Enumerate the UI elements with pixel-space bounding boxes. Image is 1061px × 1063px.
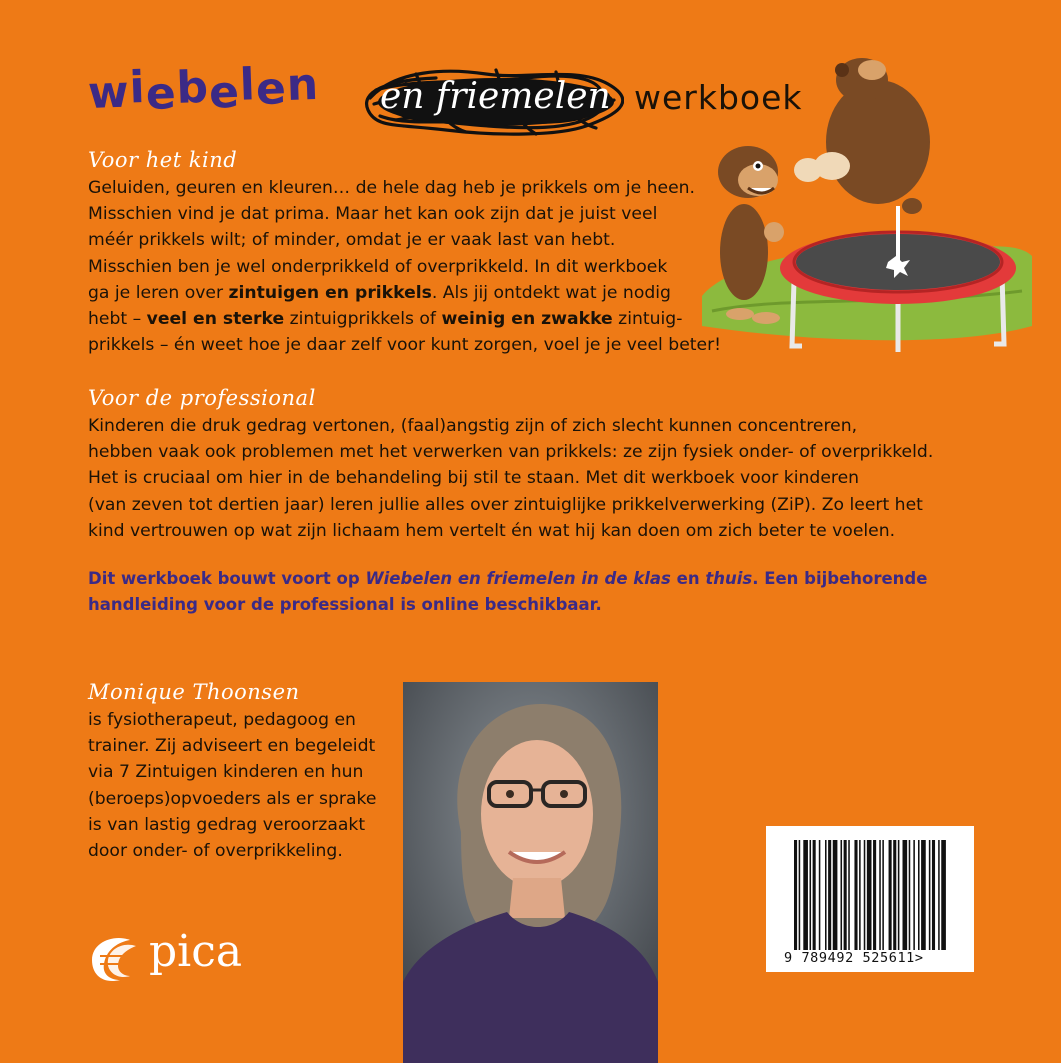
- bio-line: door onder- of overprikkeling.: [88, 841, 343, 862]
- pica-logo-icon: [86, 930, 142, 986]
- barcode-bar: [873, 840, 876, 950]
- title-letter: e: [255, 63, 288, 116]
- title-werkboek: werkboek: [634, 78, 803, 117]
- barcode-bar: [893, 840, 896, 950]
- italic-text: Wiebelen en friemelen in de klas: [365, 569, 671, 588]
- barcode-bar: [867, 840, 872, 950]
- bold-text: weinig en zwakke: [441, 309, 613, 330]
- title-letter: n: [285, 58, 320, 112]
- paragraph-line: hebt – veel en sterke zintuigprikkels of weinig en zwakke zintuig-: [88, 309, 683, 330]
- isbn-suffix: >: [914, 950, 924, 966]
- barcode-bar: [941, 840, 946, 950]
- barcode-bar: [848, 840, 850, 950]
- barcode-bar: [932, 840, 935, 950]
- paragraph-line: Het is cruciaal om hier in de behandeling bij stil te staan. Met dit werkboek voor kinderen: [88, 468, 860, 489]
- barcode-bar: [929, 840, 931, 950]
- barcode-bar: [794, 840, 797, 950]
- barcode-bar: [828, 840, 831, 950]
- barcode-bar: [810, 840, 812, 950]
- barcode-bars-icon: [766, 826, 974, 950]
- author-name: Monique Thoonsen: [88, 680, 300, 704]
- barcode-bar: [813, 840, 816, 950]
- barcode-bar: [825, 840, 827, 950]
- barcode-bar: [889, 840, 892, 950]
- publication-note: [88, 566, 968, 617]
- italic-text: thuis: [705, 569, 753, 588]
- paragraph-line: hebben vaak ook problemen met het verwerken van prikkels: ze zijn fysiek onder- of overprikkeld.: [88, 442, 934, 463]
- barcode-bar: [859, 840, 861, 950]
- barcode-bar: [819, 840, 821, 950]
- bold-text: veel en sterke: [146, 309, 285, 330]
- barcode-bar: [882, 840, 884, 950]
- paragraph-line: prikkels – én weet hoe je daar zelf voor kunt zorgen, voel je je veel beter!: [88, 335, 722, 356]
- paragraph-voor-de-professional: [88, 413, 933, 544]
- paragraph-line: kind vertrouwen op wat zijn lichaam hem vertelt én wat hij kan doen om zich beter te voelen.: [88, 520, 896, 541]
- author-bio: [88, 707, 376, 864]
- barcode-bar: [833, 840, 838, 950]
- barcode-bar: [898, 840, 900, 950]
- heading-voor-de-professional: Voor de professional: [88, 386, 316, 410]
- title-letter: w: [87, 66, 131, 119]
- isbn-digits: [784, 950, 924, 966]
- barcode-bar: [909, 840, 911, 950]
- note-line: Dit werkboek bouwt voort op Wiebelen en friemelen in de klas en thuis. Een bijbehorende: [88, 569, 928, 588]
- note-line: handleiding voor de professional is online beschikbaar.: [88, 594, 602, 614]
- monkey-and-bear-on-trampoline-illustration: [702, 56, 1032, 356]
- paragraph-voor-het-kind: [88, 175, 721, 358]
- barcode-bar: [841, 840, 843, 950]
- author-portrait-photo: [403, 682, 658, 1063]
- bio-line: trainer. Zij adviseert en begeleidt: [88, 736, 376, 757]
- publisher-name: pica: [149, 926, 243, 977]
- isbn-number: 9 789492 525611: [784, 950, 915, 966]
- bio-line: is fysiotherapeut, pedagoog en: [88, 710, 356, 730]
- heading-voor-het-kind: Voor het kind: [88, 148, 238, 172]
- paragraph-line: ga je leren over zintuigen en prikkels. Als jij ontdekt wat je nodig: [88, 282, 671, 303]
- bio-line: via 7 Zintuigen kinderen en hun: [88, 762, 364, 783]
- barcode-bar: [864, 840, 866, 950]
- title-wiebelen: [87, 60, 320, 119]
- barcode-bar: [903, 840, 908, 950]
- barcode-bar: [938, 840, 940, 950]
- bio-line: is van lastig gedrag veroorzaakt: [88, 814, 366, 835]
- title-letter: e: [144, 67, 178, 120]
- paragraph-line: (van zeven tot dertien jaar) leren jullie alles over zintuiglijke prikkelverwerking (ZiP). Zo leert het: [88, 494, 923, 515]
- bio-line: (beroeps)opvoeders als er sprake: [88, 788, 377, 809]
- barcode-bar: [918, 840, 920, 950]
- barcode-bar: [799, 840, 801, 950]
- title-letter: l: [238, 59, 257, 111]
- isbn-barcode: [766, 826, 974, 972]
- barcode-bar: [844, 840, 847, 950]
- barcode-bar: [921, 840, 926, 950]
- title-letter: i: [128, 62, 147, 114]
- bold-text: zintuigen en prikkels: [228, 282, 432, 303]
- paragraph-line: méér prikkels wilt; of minder, omdat je er vaak last van hebt.: [88, 230, 616, 251]
- barcode-bar: [854, 840, 857, 950]
- publisher-logo: [86, 926, 256, 990]
- barcode-bar: [879, 840, 881, 950]
- paragraph-line: Kinderen die druk gedrag vertonen, (faal)angstig zijn of zich slecht kunnen concentreren,: [88, 416, 858, 436]
- title-letter: b: [175, 61, 210, 114]
- paragraph-line: Misschien vind je dat prima. Maar het kan ook zijn dat je juist veel: [88, 204, 658, 225]
- paragraph-line: Geluiden, geuren en kleuren… de hele dag heb je prikkels om je heen.: [88, 178, 696, 198]
- paragraph-line: Misschien ben je wel onderprikkeld of overprikkeld. In dit werkboek: [88, 256, 668, 277]
- barcode-bar: [803, 840, 808, 950]
- title-letter: e: [208, 66, 241, 119]
- title-en-friemelen: en friemelen: [380, 76, 611, 117]
- barcode-bar: [913, 840, 915, 950]
